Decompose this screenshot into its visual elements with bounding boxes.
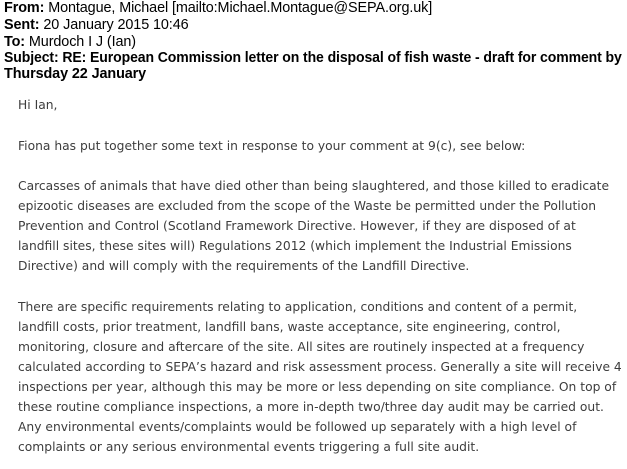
paragraph1-line: Directive) and will comply with the requirements of the Landfill Directive.: [18, 259, 470, 273]
paragraph2-line: Any environmental events/complaints would be followed up separately with a high level of: [18, 420, 577, 434]
paragraph2-line: There are specific requirements relating to application, conditions and content of a permit,: [18, 300, 578, 314]
header-subject: [4, 50, 622, 67]
intro-line: Fiona has put together some text in response to your comment at 9(c), see below:: [18, 139, 526, 153]
header-subject-continued: [4, 66, 146, 83]
subject-value-line1: RE: European Commission letter on the disposal of fish waste - draft for comment by: [62, 50, 622, 66]
paragraph1-line: Carcasses of animals that have died other than being slaughtered, and those killed to eradicate: [18, 179, 610, 193]
paragraph2-line: landfill costs, prior treatment, landfill bans, waste acceptance, site engineering, control,: [18, 320, 561, 334]
paragraph2-line: these routine compliance inspections, a more in-depth two/three day audit may be carried out.: [18, 400, 604, 414]
to-label: To:: [4, 34, 26, 50]
from-value: Montague, Michael [mailto:Michael.Montague@SEPA.org.uk]: [48, 0, 433, 16]
paragraph1-line: epizootic diseases are excluded from the scope of the Waste be permitted under the Pollution: [18, 199, 597, 213]
sent-value: 20 January 2015 10:46: [43, 17, 189, 33]
paragraph2-line: inspections per year, although this may be more or less depending on site compliance. On top of: [18, 380, 617, 394]
subject-value-line2: Thursday 22 January: [4, 66, 147, 82]
paragraph2-line: complaints or any serious environmental events triggering a full site audit.: [18, 440, 480, 454]
paragraph1-line: Prevention and Control (Scotland Framework Directive. However, if they are disposed of at: [18, 219, 576, 233]
greeting: Hi Ian,: [18, 98, 58, 112]
header-to: [4, 34, 136, 51]
sent-label: Sent:: [4, 17, 40, 33]
paragraph2-line: monitoring, closure and aftercare of the site. All sites are routinely inspected at a frequency: [18, 340, 585, 354]
subject-label: Subject:: [4, 50, 59, 66]
to-value: Murdoch I J (Ian): [28, 34, 136, 50]
header-sent: [4, 17, 189, 34]
paragraph2-line: calculated according to SEPA’s hazard and risk assessment process. Generally a site will receive 4: [18, 360, 622, 374]
header-from: [4, 0, 432, 17]
from-label: From:: [4, 0, 45, 16]
paragraph1-line: landfill sites, these sites will) Regulations 2012 (which implement the Industrial Emissions: [18, 239, 572, 253]
